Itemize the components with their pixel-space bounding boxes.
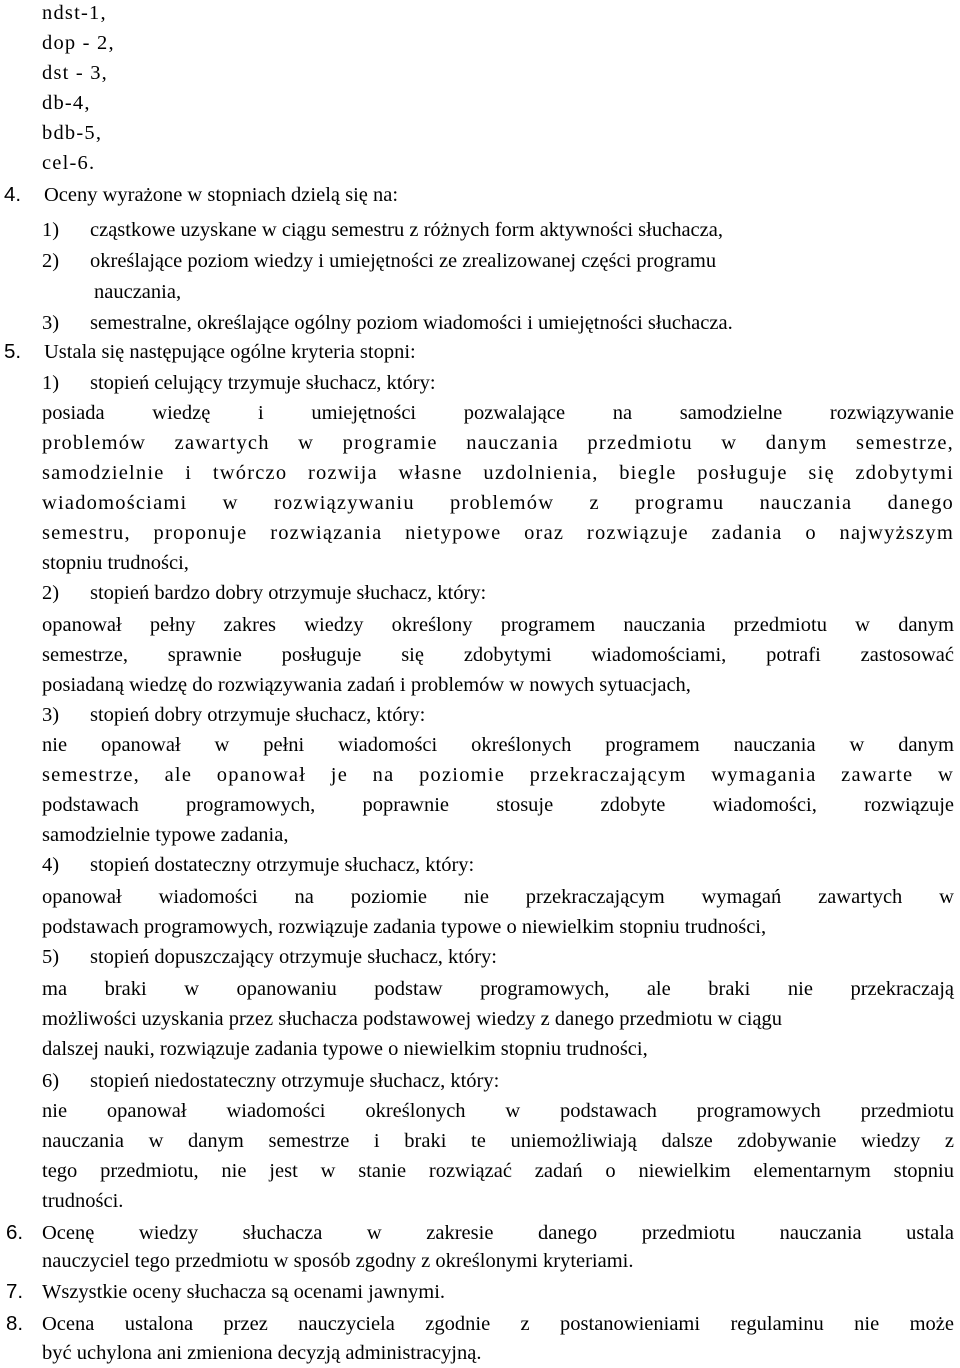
section-7 (6, 1277, 954, 1307)
criterion-text: posiada wiedzę i umiejętności pozwalające na samodzielne rozwiązywanie (42, 402, 954, 424)
criterion-text: semestru, proponuje rozwiązania nietypowe oraz rozwiązuje zadania o najwyższym (42, 522, 954, 544)
criterion-text: trudności. (42, 1190, 124, 1212)
section-text: Oceny wyrażone w stopniach dzielą się na: (44, 184, 399, 206)
criterion-text: możliwości uzyskania przez słuchacza podstawowej wiedzy z danego przedmiotu w ciągu (42, 1008, 783, 1030)
item-text: semestralne, określające ogólny poziom wiadomości i umiejętności słuchacza. (90, 312, 733, 334)
item-number: 3) (42, 312, 60, 334)
criterion-text: samodzielnie i twórczo rozwija własne uzdolnienia, biegle posługuje się zdobytymi (42, 462, 954, 484)
item-number: 6) (42, 1070, 60, 1092)
criterion-text: problemów zawartych w programie nauczania przedmiotu w danym semestrze, (42, 432, 954, 454)
item-text: stopień niedostateczny otrzymuje słuchacz, który: (90, 1070, 500, 1092)
item-text: stopień dobry otrzymuje słuchacz, który: (90, 704, 426, 726)
item-number: 1) (42, 372, 60, 394)
item-number: 2) (42, 582, 60, 604)
item-text: stopień bardzo dobry otrzymuje słuchacz, który: (90, 582, 487, 604)
item-text: stopień dostateczny otrzymuje słuchacz, który: (90, 854, 475, 876)
criterion-heading (42, 850, 954, 880)
criterion-text: nie opanował wiadomości określonych w podstawach programowych przedmiotu (42, 1100, 954, 1122)
item-text: określające poziom wiedzy i umiejętności ze zrealizowanej części programu (90, 250, 717, 272)
section-number: 4. (4, 183, 22, 206)
section-number: 5. (4, 340, 22, 363)
criterion-text: semestrze, ale opanował je na poziomie przekraczającym wymagania zawarte w (42, 764, 954, 786)
grade-code: bdb-5, (42, 122, 103, 144)
section-text: Ocenę wiedzy słuchacza w zakresie danego przedmiotu nauczania ustala (42, 1222, 954, 1244)
list-item (42, 215, 954, 245)
section-4-heading (4, 180, 954, 210)
item-number: 1) (42, 219, 60, 241)
section-number: 8. (6, 1312, 24, 1335)
criterion-text: tego przedmiotu, nie jest w stanie rozwiązać zadań o niewielkim elementarnym stopniu (42, 1160, 954, 1182)
criterion-heading (42, 368, 954, 398)
item-number: 5) (42, 946, 60, 968)
criterion-text: ma braki w opanowaniu podstaw programowych, ale braki nie przekraczają (42, 978, 954, 1000)
section-number: 6. (6, 1221, 24, 1244)
item-text: cząstkowe uzyskane w ciągu semestru z różnych form aktywności słuchacza, (90, 219, 723, 241)
list-item (42, 308, 954, 338)
grade-code: dop - 2, (42, 32, 115, 54)
criterion-text: opanował wiadomości na poziomie nie przekraczającym wymagań zawartych w (42, 886, 954, 908)
item-number: 3) (42, 704, 60, 726)
criterion-text: dalszej nauki, rozwiązuje zadania typowe o niewielkim stopniu trudności, (42, 1038, 648, 1060)
item-text: stopień dopuszczający otrzymuje słuchacz, który: (90, 946, 498, 968)
criterion-heading (42, 578, 954, 608)
item-number: 2) (42, 250, 60, 272)
grade-code: ndst-1, (42, 2, 107, 24)
list-item (42, 246, 954, 276)
criterion-text: posiadaną wiedzę do rozwiązywania zadań i problemów w nowych sytuacjach, (42, 674, 691, 696)
section-text: Ustala się następujące ogólne kryteria stopni: (44, 341, 416, 363)
section-text: Ocena ustalona przez nauczyciela zgodnie z postanowieniami regulaminu nie może (42, 1313, 954, 1335)
criterion-heading (42, 1066, 954, 1096)
criterion-text: semestrze, sprawnie posługuje się zdobytymi wiadomościami, potrafi zastosować (42, 644, 954, 666)
section-text: Wszystkie oceny słuchacza są ocenami jawnymi. (42, 1281, 446, 1303)
item-number: 4) (42, 854, 60, 876)
criterion-text: nauczania w danym semestrze i braki te uniemożliwiają dalsze zdobywanie wiedzy z (42, 1130, 954, 1152)
criterion-text: podstawach programowych, rozwiązuje zadania typowe o niewielkim stopniu trudności, (42, 916, 767, 938)
criterion-heading (42, 700, 954, 730)
list-item-continuation: nauczania, (94, 281, 182, 303)
section-8-continuation: być uchylona ani zmieniona decyzją administracyjną. (42, 1342, 482, 1364)
criterion-text: wiadomościami w rozwiązywaniu problemów z programu nauczania danego (42, 492, 954, 514)
item-text: stopień celujący trzymuje słuchacz, który: (90, 372, 436, 394)
criterion-heading (42, 942, 954, 972)
section-8 (6, 1309, 954, 1339)
section-6 (6, 1218, 954, 1248)
criterion-text: stopniu trudności, (42, 552, 189, 574)
grade-code: db-4, (42, 92, 91, 114)
section-number: 7. (6, 1280, 24, 1303)
criterion-text: podstawach programowych, poprawnie stosuje zdobyte wiadomości, rozwiązuje (42, 794, 954, 816)
grade-code: cel-6. (42, 152, 96, 174)
section-5-heading (4, 337, 954, 367)
section-6-continuation: nauczyciel tego przedmiotu w sposób zgodny z określonymi kryteriami. (42, 1250, 634, 1272)
grade-code: dst - 3, (42, 62, 108, 84)
criterion-text: nie opanował w pełni wiadomości określonych programem nauczania w danym (42, 734, 954, 756)
criterion-text: opanował pełny zakres wiedzy określony programem nauczania przedmiotu w danym (42, 614, 954, 636)
criterion-text: samodzielnie typowe zadania, (42, 824, 289, 846)
